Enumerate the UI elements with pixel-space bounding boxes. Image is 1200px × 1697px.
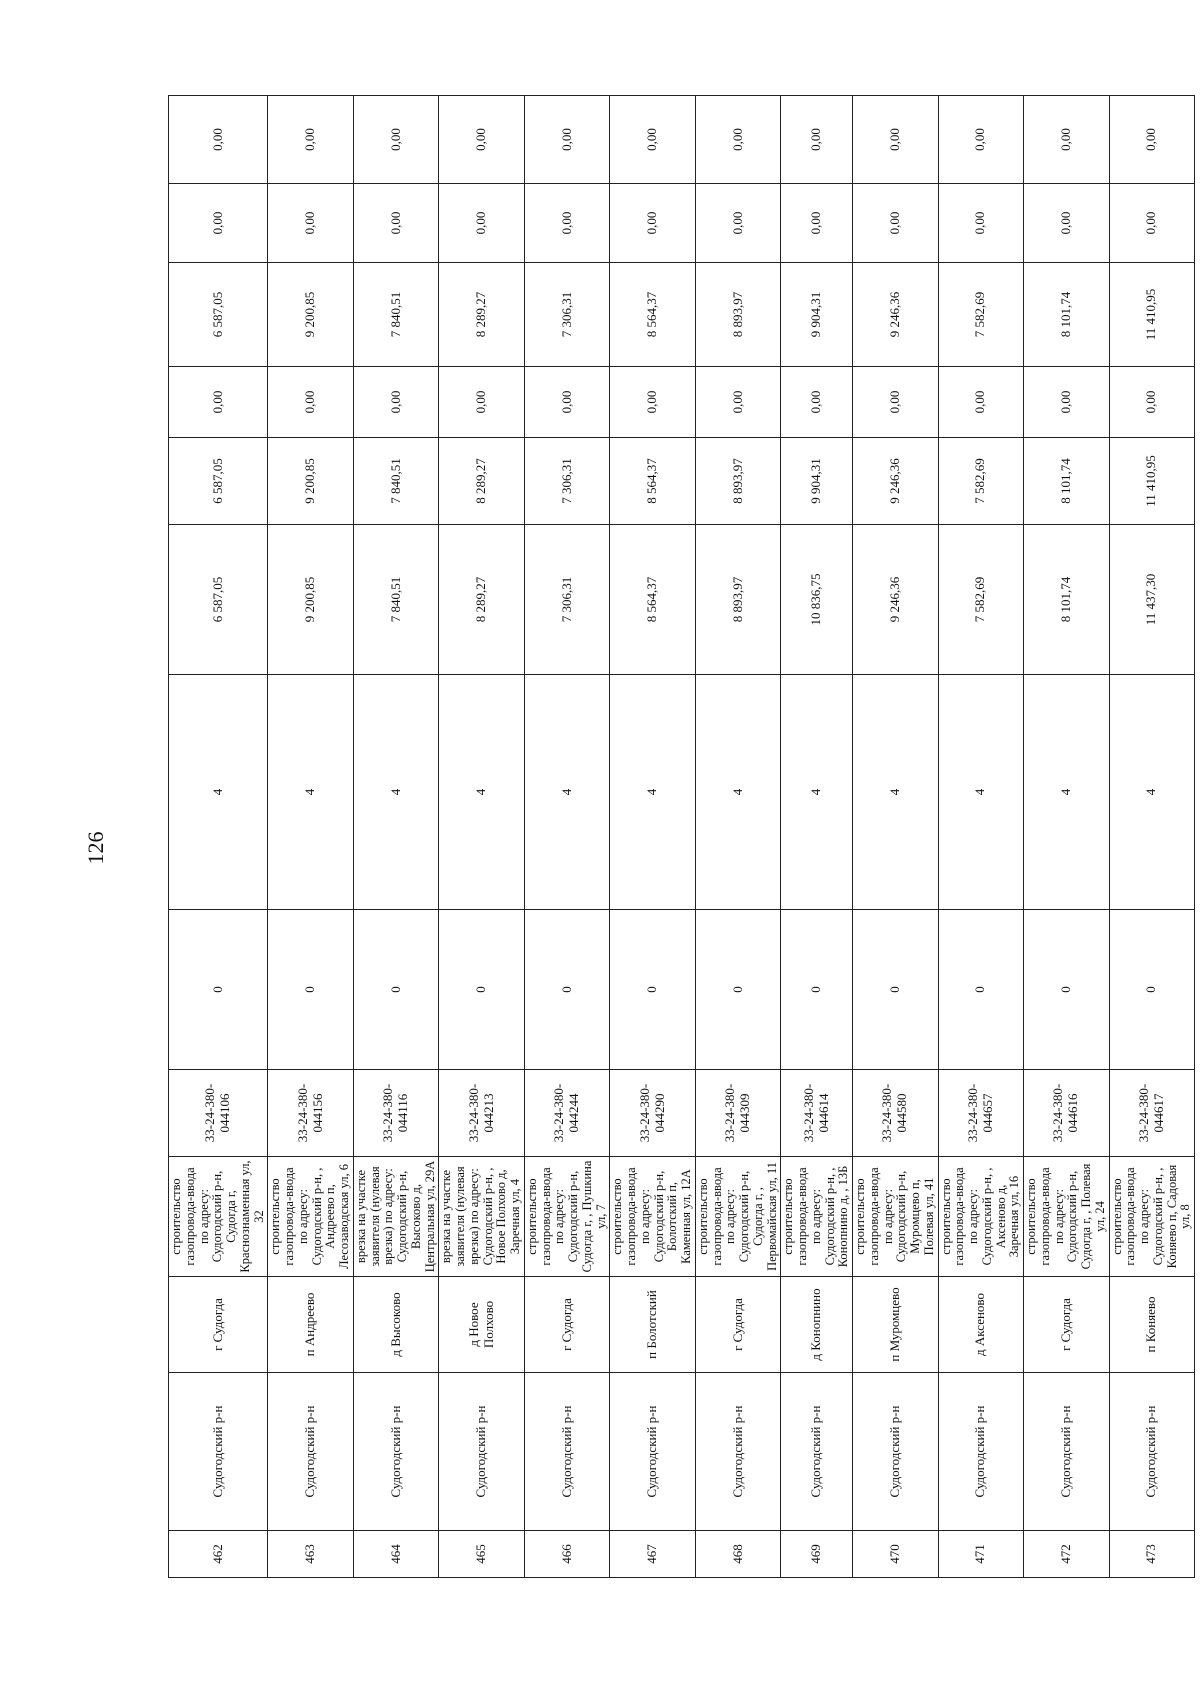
amount-cell-col7: 7 306,31 <box>524 525 610 675</box>
value-cell-col5: 0 <box>268 910 354 1070</box>
amount-cell-col8: 8 564,37 <box>610 438 696 525</box>
amount-cell-col11: 0,00 <box>781 184 853 263</box>
amount-cell-col9: 0,00 <box>853 367 939 438</box>
amount-cell-col9: 0,00 <box>610 367 696 438</box>
amount-cell-col11: 0,00 <box>268 184 354 263</box>
value-cell-col5: 0 <box>938 910 1024 1070</box>
amount-cell-col7: 9 200,85 <box>268 525 354 675</box>
value-cell-col5: 0 <box>524 910 610 1070</box>
value-cell-col6: 4 <box>1024 675 1110 910</box>
amount-cell-col8: 7 582,69 <box>938 438 1024 525</box>
amount-cell-col8: 6 587,05 <box>169 438 268 525</box>
amount-cell-col10: 7 306,31 <box>524 263 610 367</box>
amount-cell-col7: 8 289,27 <box>439 525 525 675</box>
value-cell-col6: 4 <box>524 675 610 910</box>
table-row <box>1109 96 1195 1578</box>
amount-cell-col10: 8 893,97 <box>695 263 781 367</box>
value-cell-col6: 4 <box>695 675 781 910</box>
rotated-table-container <box>168 96 1193 1578</box>
amount-cell-col9: 0,00 <box>1024 367 1110 438</box>
row-number-cell: 469 <box>781 1531 853 1578</box>
description-cell: строительство газопровода-ввода по адресу: Судогодский р-н, Судогда г, , Пушкина ул, 7 <box>524 1157 610 1277</box>
district-cell: Судогодский р-н <box>268 1373 354 1531</box>
amount-cell-col9: 0,00 <box>695 367 781 438</box>
value-cell-col5: 0 <box>353 910 439 1070</box>
locality-cell: д Новое Полхово <box>439 1277 525 1373</box>
description-cell: строительство газопровода-ввода по адресу: Судогодский р-н, , Андреево п, Лесозаводская ул, 6 <box>268 1157 354 1277</box>
amount-cell-col7: 11 437,30 <box>1109 525 1195 675</box>
district-cell: Судогодский р-н <box>610 1373 696 1531</box>
description-cell: врезка на участке заявителя (нулевая врезка) по адресу: Судогодский р-н, , Новое Полхово д, Заречная ул, 4 <box>439 1157 525 1277</box>
row-number-cell: 472 <box>1024 1531 1110 1578</box>
amount-cell-col11: 0,00 <box>1109 184 1195 263</box>
table-row <box>610 96 696 1578</box>
amount-cell-col9: 0,00 <box>353 367 439 438</box>
amount-cell-col12: 0,00 <box>169 96 268 184</box>
cadastral-number-cell: 33-24-380-044309 <box>695 1070 781 1157</box>
amount-cell-col11: 0,00 <box>610 184 696 263</box>
value-cell-col6: 4 <box>853 675 939 910</box>
locality-cell: п Муромцево <box>853 1277 939 1373</box>
amount-cell-col7: 7 582,69 <box>938 525 1024 675</box>
amount-cell-col8: 11 410,95 <box>1109 438 1195 525</box>
value-cell-col6: 4 <box>169 675 268 910</box>
amount-cell-col11: 0,00 <box>524 184 610 263</box>
cadastral-number-cell: 33-24-380-044617 <box>1109 1070 1195 1157</box>
row-number-cell: 463 <box>268 1531 354 1578</box>
amount-cell-col10: 8 289,27 <box>439 263 525 367</box>
locality-cell: п Болотский <box>610 1277 696 1373</box>
value-cell-col5: 0 <box>439 910 525 1070</box>
amount-cell-col7: 6 587,05 <box>169 525 268 675</box>
table-row <box>1024 96 1110 1578</box>
description-cell: строительство газопровода-ввода по адресу: Судогодский р-н, , Коняево п, Садовая ул, 8 <box>1109 1157 1195 1277</box>
row-number-cell: 471 <box>938 1531 1024 1578</box>
description-cell: строительство газопровода-ввода по адресу: Судогодский р-н, Болотский п, Каменная ул, 12А <box>610 1157 696 1277</box>
amount-cell-col12: 0,00 <box>524 96 610 184</box>
row-number-cell: 468 <box>695 1531 781 1578</box>
description-cell: строительство газопровода-ввода по адресу: Судогодский р-н, Муромцево п, Полевая ул, 41 <box>853 1157 939 1277</box>
table-row <box>853 96 939 1578</box>
value-cell-col6: 4 <box>268 675 354 910</box>
table-row <box>938 96 1024 1578</box>
table-row <box>169 96 268 1578</box>
amount-cell-col12: 0,00 <box>938 96 1024 184</box>
amount-cell-col7: 8 564,37 <box>610 525 696 675</box>
amount-cell-col8: 8 893,97 <box>695 438 781 525</box>
amount-cell-col10: 9 904,31 <box>781 263 853 367</box>
amount-cell-col8: 7 840,51 <box>353 438 439 525</box>
amount-cell-col12: 0,00 <box>695 96 781 184</box>
table-row <box>268 96 354 1578</box>
amount-cell-col7: 8 893,97 <box>695 525 781 675</box>
locality-cell: д Высоково <box>353 1277 439 1373</box>
amount-cell-col12: 0,00 <box>439 96 525 184</box>
row-number-cell: 466 <box>524 1531 610 1578</box>
description-cell: строительство газопровода-ввода по адресу: Судогодский р-н, Судогда г, , Первомайская ул, 11 <box>695 1157 781 1277</box>
locality-cell: д Конопнино <box>781 1277 853 1373</box>
amount-cell-col10: 11 410,95 <box>1109 263 1195 367</box>
district-cell: Судогодский р-н <box>439 1373 525 1531</box>
row-number-cell: 467 <box>610 1531 696 1578</box>
row-number-cell: 473 <box>1109 1531 1195 1578</box>
amount-cell-col11: 0,00 <box>695 184 781 263</box>
amount-cell-col9: 0,00 <box>268 367 354 438</box>
page-number: 126 <box>83 831 108 865</box>
amount-cell-col11: 0,00 <box>439 184 525 263</box>
value-cell-col6: 4 <box>938 675 1024 910</box>
description-cell: врезка на участке заявителя (нулевая врезка) по адресу: Судогодский р-н, Высоково д, Центральная ул, 29А <box>353 1157 439 1277</box>
amount-cell-col10: 6 587,05 <box>169 263 268 367</box>
locality-cell: г Судогда <box>1024 1277 1110 1373</box>
table-row <box>695 96 781 1578</box>
amount-cell-col12: 0,00 <box>268 96 354 184</box>
amount-cell-col12: 0,00 <box>781 96 853 184</box>
row-number-cell: 464 <box>353 1531 439 1578</box>
amount-cell-col9: 0,00 <box>169 367 268 438</box>
amount-cell-col7: 9 246,36 <box>853 525 939 675</box>
table-row <box>781 96 853 1578</box>
description-cell: строительство газопровода-ввода по адресу: Судогодский р-н, Судогда г, , Полевая ул, 24 <box>1024 1157 1110 1277</box>
value-cell-col5: 0 <box>695 910 781 1070</box>
locality-cell: д Аксеново <box>938 1277 1024 1373</box>
amount-cell-col7: 10 836,75 <box>781 525 853 675</box>
description-cell: строительство газопровода-ввода по адресу: Судогодский р-н, Судогда г, Краснознаменная ул, 32 <box>169 1157 268 1277</box>
table-row <box>353 96 439 1578</box>
amount-cell-col9: 0,00 <box>524 367 610 438</box>
cadastral-number-cell: 33-24-380-044616 <box>1024 1070 1110 1157</box>
cadastral-number-cell: 33-24-380-044156 <box>268 1070 354 1157</box>
locality-cell: п Андреево <box>268 1277 354 1373</box>
value-cell-col5: 0 <box>1024 910 1110 1070</box>
district-cell: Судогодский р-н <box>938 1373 1024 1531</box>
cadastral-number-cell: 33-24-380-044580 <box>853 1070 939 1157</box>
value-cell-col5: 0 <box>1109 910 1195 1070</box>
amount-cell-col10: 8 564,37 <box>610 263 696 367</box>
locality-cell: г Судогда <box>169 1277 268 1373</box>
table-row <box>439 96 525 1578</box>
amount-cell-col8: 9 904,31 <box>781 438 853 525</box>
amount-cell-col9: 0,00 <box>1109 367 1195 438</box>
amount-cell-col9: 0,00 <box>439 367 525 438</box>
amount-cell-col8: 7 306,31 <box>524 438 610 525</box>
district-cell: Судогодский р-н <box>781 1373 853 1531</box>
amount-cell-col11: 0,00 <box>1024 184 1110 263</box>
locality-cell: г Судогда <box>524 1277 610 1373</box>
cadastral-number-cell: 33-24-380-044106 <box>169 1070 268 1157</box>
amount-cell-col8: 9 246,36 <box>853 438 939 525</box>
district-cell: Судогодский р-н <box>1109 1373 1195 1531</box>
amount-cell-col8: 8 101,74 <box>1024 438 1110 525</box>
amount-cell-col10: 7 582,69 <box>938 263 1024 367</box>
row-number-cell: 470 <box>853 1531 939 1578</box>
district-cell: Судогодский р-н <box>1024 1373 1110 1531</box>
cadastral-number-cell: 33-24-380-044213 <box>439 1070 525 1157</box>
value-cell-col6: 4 <box>610 675 696 910</box>
amount-cell-col10: 9 200,85 <box>268 263 354 367</box>
amount-cell-col10: 9 246,36 <box>853 263 939 367</box>
district-cell: Судогодский р-н <box>169 1373 268 1531</box>
amount-cell-col8: 9 200,85 <box>268 438 354 525</box>
district-cell: Судогодский р-н <box>695 1373 781 1531</box>
locality-cell: п Коняево <box>1109 1277 1195 1373</box>
value-cell-col5: 0 <box>853 910 939 1070</box>
amount-cell-col10: 7 840,51 <box>353 263 439 367</box>
cadastral-number-cell: 33-24-380-044116 <box>353 1070 439 1157</box>
amount-cell-col12: 0,00 <box>1109 96 1195 184</box>
amount-cell-col12: 0,00 <box>1024 96 1110 184</box>
amount-cell-col12: 0,00 <box>353 96 439 184</box>
locality-cell: г Судогда <box>695 1277 781 1373</box>
amount-cell-col11: 0,00 <box>938 184 1024 263</box>
amount-cell-col11: 0,00 <box>169 184 268 263</box>
cadastral-number-cell: 33-24-380-044614 <box>781 1070 853 1157</box>
district-cell: Судогодский р-н <box>853 1373 939 1531</box>
amount-cell-col7: 8 101,74 <box>1024 525 1110 675</box>
value-cell-col6: 4 <box>439 675 525 910</box>
amount-cell-col11: 0,00 <box>853 184 939 263</box>
amount-cell-col9: 0,00 <box>781 367 853 438</box>
table-row <box>524 96 610 1578</box>
amount-cell-col10: 8 101,74 <box>1024 263 1110 367</box>
value-cell-col5: 0 <box>781 910 853 1070</box>
amount-cell-col12: 0,00 <box>610 96 696 184</box>
data-table <box>168 95 1195 1578</box>
cadastral-number-cell: 33-24-380-044244 <box>524 1070 610 1157</box>
value-cell-col6: 4 <box>353 675 439 910</box>
amount-cell-col9: 0,00 <box>938 367 1024 438</box>
value-cell-col5: 0 <box>169 910 268 1070</box>
value-cell-col6: 4 <box>781 675 853 910</box>
amount-cell-col11: 0,00 <box>353 184 439 263</box>
amount-cell-col7: 7 840,51 <box>353 525 439 675</box>
row-number-cell: 462 <box>169 1531 268 1578</box>
cadastral-number-cell: 33-24-380-044290 <box>610 1070 696 1157</box>
district-cell: Судогодский р-н <box>524 1373 610 1531</box>
amount-cell-col12: 0,00 <box>853 96 939 184</box>
cadastral-number-cell: 33-24-380-044657 <box>938 1070 1024 1157</box>
row-number-cell: 465 <box>439 1531 525 1578</box>
value-cell-col5: 0 <box>610 910 696 1070</box>
description-cell: строительство газопровода-ввода по адресу: Судогодский р-н, , Аксеново д, Заречная ул, 16 <box>938 1157 1024 1277</box>
district-cell: Судогодский р-н <box>353 1373 439 1531</box>
description-cell: строительство газопровода-ввода по адресу: Судогодский р-н, , Конопнино д, , 13Б <box>781 1157 853 1277</box>
value-cell-col6: 4 <box>1109 675 1195 910</box>
amount-cell-col8: 8 289,27 <box>439 438 525 525</box>
